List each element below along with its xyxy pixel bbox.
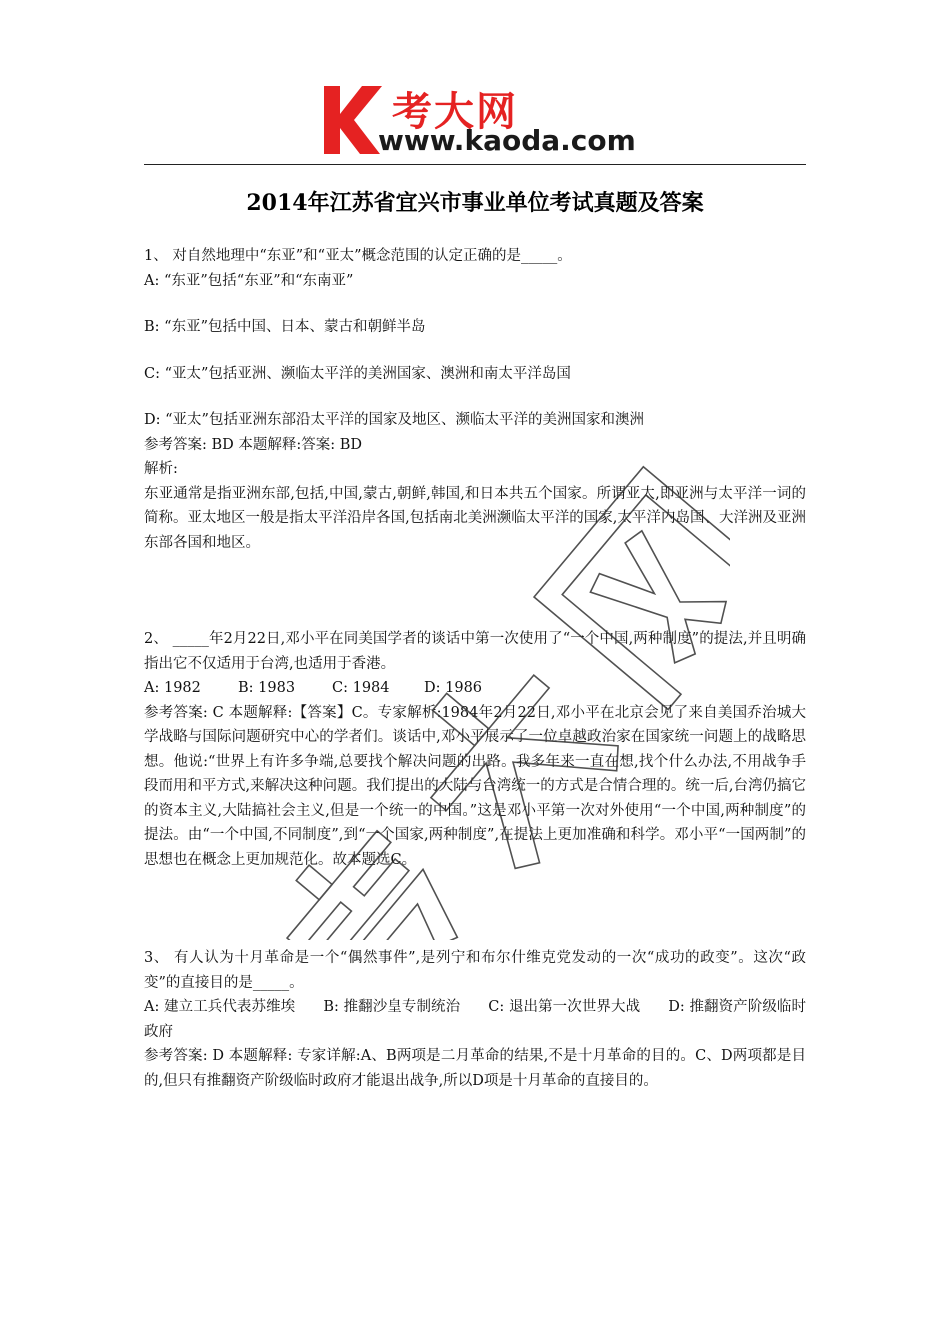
q2-option-b: B: 1983 bbox=[238, 680, 296, 696]
q2-options bbox=[144, 676, 806, 701]
logo-url-text: www.kaoda.com bbox=[378, 124, 636, 157]
q2-answer: 参考答案: C 本题解释:【答案】C。专家解析:1984年2月22日,邓小平在北京会见了来自美国乔治城大学战略与国际问题研究中心的学者们。谈话中,邓小平展示了一位卓越政治家在国家统一问题上的战略思想。他说:“世界上有许多争端,总要找个解决问题的出路。我多年来一直在想,找个什么办法,不用战争手段而用和平方式,来解决这种问题。我们提出的大陆与台湾统一的方式是合情合理的。统一后,台湾仍搞它的资本主义,大陆搞社会主义,但是一个统一的中国。”这是邓小平第一次对外使用“一个中国,两种制度”的提法。由“一个中国,不同制度”,到“一个国家,两种制度”,在提法上更加准确和科学。邓小平“一国两制”的思想也在概念上更加规范化。故本题选C。 bbox=[144, 704, 806, 868]
q1-analysis-label: 解析: bbox=[144, 461, 178, 477]
q3-answer: 参考答案: D 本题解释: 专家详解:A、B两项是二月革命的结果,不是十月革命的目的。C、D两项都是目的,但只有推翻资产阶级临时政府才能退出战争,所以D项是十月革命的直接目的。 bbox=[144, 1048, 806, 1089]
q1-option-d: D: “亚太”包括亚洲东部沿太平洋的国家及地区、濒临太平洋的美洲国家和澳洲 bbox=[144, 412, 644, 428]
q1-answer: 参考答案: BD 本题解释:答案: BD bbox=[144, 436, 363, 453]
kaoda-logo[interactable] bbox=[318, 80, 638, 160]
header-divider bbox=[144, 164, 806, 165]
k-logo-icon bbox=[318, 84, 384, 156]
q3-stem: 3、 有人认为十月革命是一个“偶然事件”,是列宁和布尔什维克党发动的一次“成功的政变”。这次“政变”的直接目的是_____。 bbox=[144, 950, 806, 991]
document-body bbox=[144, 244, 806, 1093]
q1-option-a: A: “东亚”包括“东亚”和“东南亚” bbox=[144, 272, 354, 289]
logo-chinese-text: 考大网 bbox=[392, 89, 518, 135]
q1-option-c: C: “亚太”包括亚洲、濒临太平洋的美洲国家、澳洲和南太平洋岛国 bbox=[144, 365, 571, 382]
q2-option-a: A: 1982 bbox=[144, 680, 201, 696]
page-title: 2014年江苏省宜兴市事业单位考试真题及答案 bbox=[246, 190, 704, 216]
q3-options: A: 建立工兵代表苏维埃 B: 推翻沙皇专制统治 C: 退出第一次世界大战 D: 推翻资产阶级临时政府 bbox=[144, 999, 806, 1040]
q2-option-d: D: 1986 bbox=[424, 680, 483, 696]
q1-stem: 1、 对自然地理中“东亚”和“亚太”概念范围的认定正确的是_____。 bbox=[144, 248, 572, 264]
q1-analysis: 东亚通常是指亚洲东部,包括,中国,蒙古,朝鲜,韩国,和日本共五个国家。所谓亚太,即亚洲与太平洋一词的简称。亚太地区一般是指太平洋沿岸各国,包括南北美洲濒临太平洋的国家,太平洋内岛国、大洋洲及亚洲东部各国和地区。 bbox=[144, 485, 806, 551]
q2-option-c: C: 1984 bbox=[332, 680, 390, 696]
q2-stem: 2、 _____年2月22日,邓小平在同美国学者的谈话中第一次使用了“一个中国,两种制度”的提法,并且明确指出它不仅适用于台湾,也适用于香港。 bbox=[144, 631, 806, 672]
q1-option-b: B: “东亚”包括中国、日本、蒙古和朝鲜半岛 bbox=[144, 319, 426, 335]
